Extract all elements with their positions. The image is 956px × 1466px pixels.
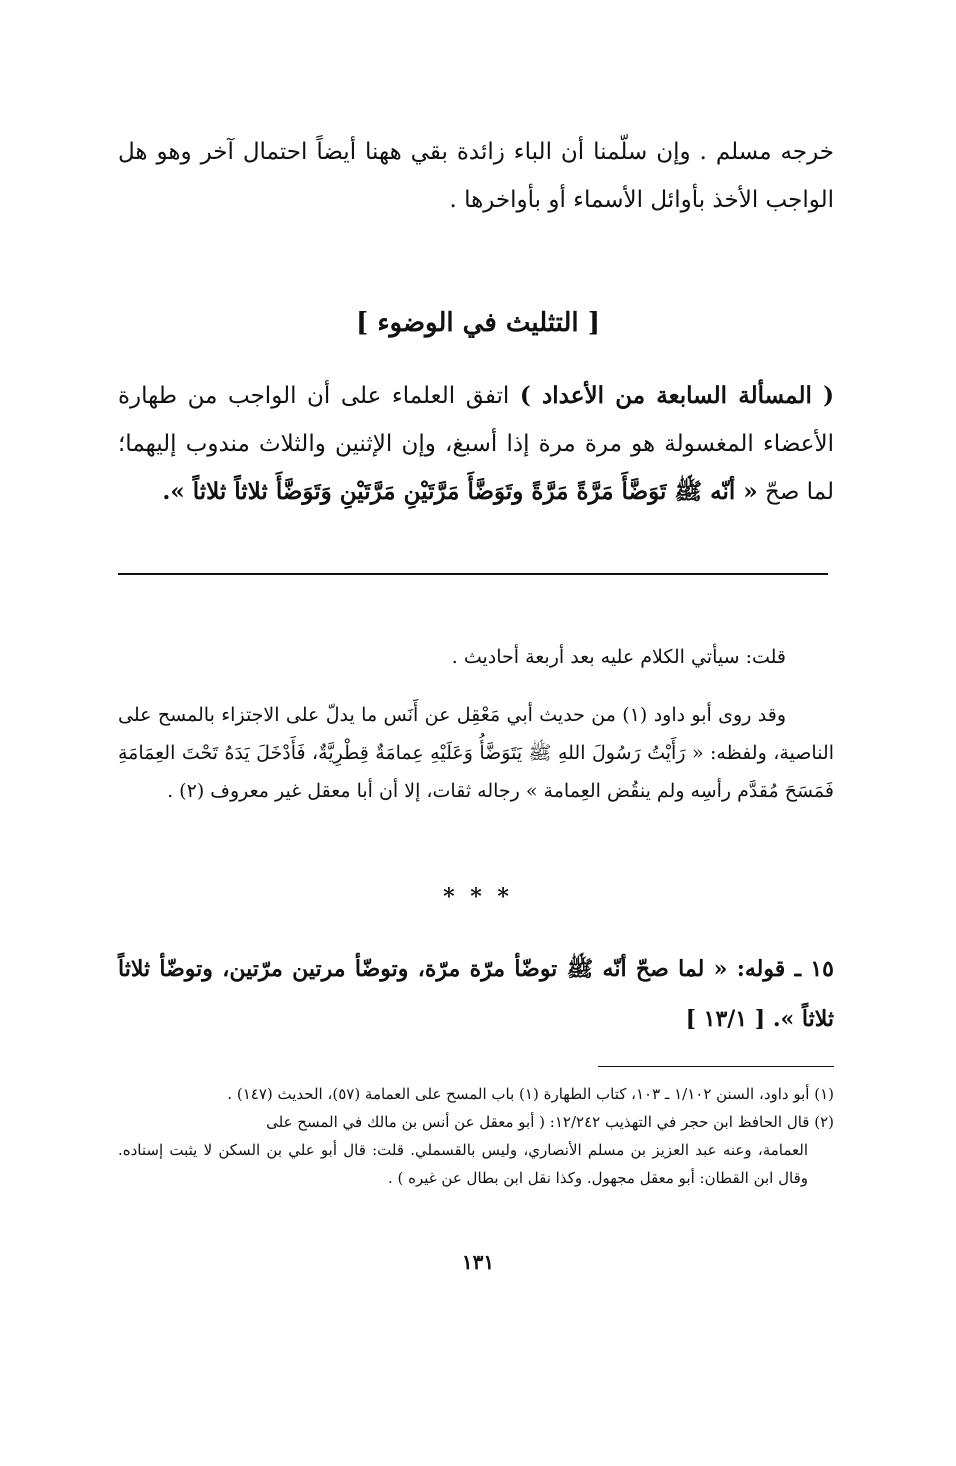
section-heading: [ التثليث في الوضوء ]	[355, 308, 601, 338]
section-separator: * * *	[443, 884, 513, 910]
intro-paragraph	[118, 128, 834, 224]
entry-text: ١٥ ـ قوله: « لما صحّ أنّه ﷺ توضّأ مرّة مرّة، وتوضّأ مرتين مرّتين، وتوضّأ ثلاثاً ثلاثاً ». [ ١٣/١ ]	[118, 956, 834, 1032]
main-text	[118, 372, 834, 516]
commentary-text-1: قلت: سيأتي الكلام عليه بعد أربعة أحاديث .	[451, 646, 786, 668]
main-divider-line	[118, 573, 828, 575]
commentary-text-2: وقد روى أبو داود (١) من حديث أبي مَعْقِل عن أَنَس ما يدلّ على الاجتزاء بالمسح على الناصية، ولفظه: « رَأَيْتُ رَسُولَ اللهِ ﷺ يَتَوَضَّأُ وَعَلَيْهِ عِمامَةٌ قِطْرِيَّةٌ، فَأَدْخَلَ يَدَهُ تَحْتَ العِمَامَةِ فَمَسَحَ مُقدَّم رأسِه ولم ينقُض العِمامة » رجاله ثقات، إلا أن أبا معقل غير معروف (٢) .	[118, 704, 834, 802]
commentary-paragraph	[118, 696, 834, 810]
entry-paragraph	[118, 944, 834, 1044]
footnote-2: (٢) قال الحافظ ابن حجر في التهذيب ١٢/٢٤٢: ( أبو معقل عن أنس بن مالك في المسح على	[266, 1113, 834, 1131]
hadith-quote: « أنّه ﷺ تَوَضَّأَ مَرَّةً مَرَّةً وتَوَضَّأَ مَرَّتَيْنِ مَرَّتَيْنِ وَتَوَضَّأَ ثلاثاً ثلاثاً ».	[162, 478, 758, 505]
footnote-1: (١) أبو داود، السنن ١/١٠٢ ـ ١٠٣، كتاب الطهارة (١) باب المسح على العمامة (٥٧)، الحديث (١٤٧) .	[227, 1085, 834, 1103]
intro-text: خرجه مسلم . وإن سلّمنا أن الباء زائدة بقي ههنا أيضاً احتمال آخر وهو هل الواجب الأخذ بأوائل الأسماء أو بأواخرها .	[118, 139, 834, 213]
footnote-2-continuation: العمامة، وعنه عبد العزيز بن مسلم الأنصاري، وليس بالقسملي. قلت: قال أبو علي بن السكن لا يثبت إسناده. وقال ابن القطان: أبو معقل مجهول. وكذا نقل ابن بطال عن غيره ) .	[118, 1141, 808, 1187]
main-paragraph	[118, 372, 834, 516]
issue-title: ( المسألة السابعة من الأعداد )	[519, 382, 834, 409]
commentary-line	[118, 640, 834, 674]
main-body: اتفق العلماء على أن الواجب من طهارة الأعضاء المغسولة هو مرة مرة إذا أسبغ، وإن الإثنين والثلاث مندوب إليهما؛ لما صحّ	[118, 383, 834, 505]
footnotes	[118, 1080, 834, 1192]
page-number: ١٣١	[461, 1250, 495, 1274]
footnote-divider-line	[598, 1066, 834, 1067]
